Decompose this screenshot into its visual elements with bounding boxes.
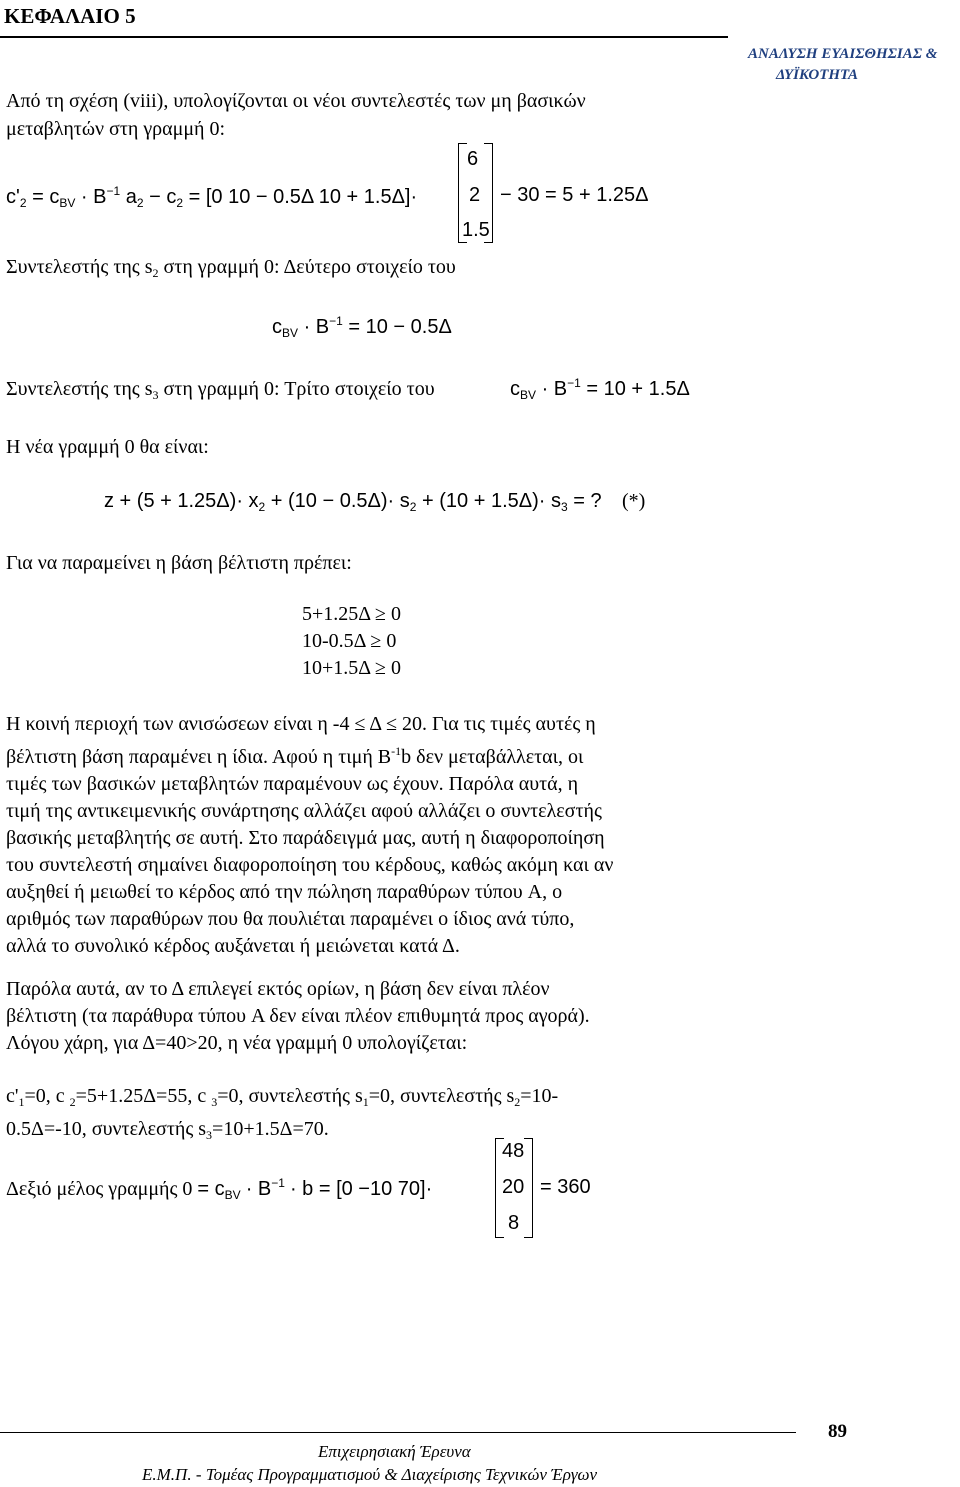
newrow-p4: = ? (573, 490, 602, 512)
optimal-ineq1: 5+1.25Δ ≥ 0 (302, 603, 402, 625)
s3-formula-sub: BV (520, 388, 537, 402)
para1-line5: βασικής μεταβλητής σε αυτή. Στο παράδειγμά μας, αυτή η διαφοροποίηση (6, 827, 605, 849)
s3-text-sub: 3 (152, 388, 159, 402)
para3-l1s1: 1 (18, 1095, 25, 1109)
newrow-p3-sub: 3 (561, 500, 568, 514)
s3-formula-b: · B (541, 378, 568, 400)
footer-title: Επιχειρησιακή Έρευνα (318, 1442, 471, 1461)
para3-l1a: c' (6, 1085, 19, 1107)
page-number: 89 (828, 1421, 847, 1442)
rhs-col-bot: 8 (508, 1212, 520, 1234)
para1-line2-b: b δεν μεταβάλλεται, οι (401, 746, 584, 768)
rhs-col-top: 48 (502, 1140, 525, 1162)
para1-line2-sup: -1 (391, 744, 402, 758)
side-title-line1: ΑΝΑΛΥΣΗ ΕΥΑΙΣΘΗΣΙΑΣ & (748, 46, 938, 62)
para1-line8: αριθμός των παραθύρων που θα πουλιέται παραμένει ο ίδιος ανά τύπο, (6, 908, 575, 930)
para3-line1 (6, 1083, 718, 1116)
para3-l1b: =0, c (24, 1085, 70, 1107)
para3-l1c: =5+1.25Δ=55, c (75, 1085, 212, 1107)
rhs-label: Δεξιό μέλος γραμμής 0 (6, 1178, 193, 1200)
newrow-p2-sub: 2 (409, 500, 417, 514)
para1-line2 (6, 738, 718, 771)
para3-l1s3: 3 (211, 1095, 218, 1109)
rhs-sub: BV (224, 1188, 241, 1202)
para1-line6: του συντελεστή σημαίνει διαφοροποίηση του κέρδους, καθώς ακόμη και αν (6, 854, 614, 876)
para2-line1: Παρόλα αυτά, αν το Δ επιλεγεί εκτός ορίων, η βάση δεν είναι πλέον (6, 978, 550, 1000)
para1-line7: αυξηθεί ή μειωθεί το κέρδος από την πώληση παραθύρων τύπου A, ο (6, 881, 563, 903)
s3-formula-sup: −1 (567, 376, 581, 390)
s2-formula-c: c (272, 316, 282, 338)
eq1-b-sup: −1 (106, 184, 121, 198)
eq1-lhs: c' (6, 186, 20, 208)
para1-line3: τιμές των βασικών μεταβλητών παραμένουν ως έχουν. Παρόλα αυτά, η (6, 773, 579, 795)
optimal-label: Για να παραμείνει η βάση βέλτιστη πρέπει: (6, 552, 352, 574)
eq1-a: a (125, 186, 137, 208)
eq1-a-sub: 2 (136, 196, 144, 210)
eq1-b: · B (80, 186, 107, 208)
s2-text-b: στη γραμμή 0: Δεύτερο στοιχείο του (158, 256, 456, 278)
para1-line2-a: βέλτιστη βάση παραμένει η ίδια. Αφού η τιμή B (6, 746, 392, 768)
para3-l1f: =10- (520, 1085, 559, 1107)
rhs-result: = 360 (540, 1176, 591, 1198)
rhs-equation (6, 1176, 432, 1202)
para1-line9: αλλά το συνολικό κέρδος αυξάνεται ή μειώνεται κατά Δ. (6, 935, 460, 957)
s3-text (6, 378, 435, 403)
para2-line3: Λόγου χάρη, για Δ=40>20, η νέα γραμμή 0 υπολογίζεται: (6, 1032, 468, 1054)
footer-subtitle: Ε.Μ.Π. - Τομέας Προγραμματισμού & Διαχείρισης Τεχνικών Έργων (142, 1465, 598, 1484)
newrow-p1-sub: 2 (258, 500, 266, 514)
eq1-cbv-sub: BV (59, 196, 76, 210)
side-title-line2: ΔΥΪΚΟΤΗΤΑ (776, 67, 859, 83)
newrow-p1: z + (5 + 1.25Δ)· x (104, 490, 259, 512)
optimal-ineq2: 10-0.5Δ ≥ 0 (302, 630, 397, 652)
s2-formula-sub: BV (282, 326, 299, 340)
s3-formula-c: c (510, 378, 520, 400)
eq1-formula (6, 184, 417, 210)
para3-l1s5: 2 (514, 1095, 521, 1109)
para3-l2a: 0.5Δ=-10, συντελεστής s (6, 1118, 207, 1140)
newrow-p2: + (10 − 0.5Δ)· s (270, 490, 410, 512)
rhs-sup: −1 (271, 1176, 285, 1190)
eq1-col-mid: 2 (469, 184, 481, 206)
s2-formula-rest: = 10 − 0.5Δ (348, 316, 452, 338)
intro-line2: μεταβλητών στη γραμμή 0: (6, 118, 226, 140)
para3-line2 (6, 1116, 718, 1149)
eq1-col-bot: 1.5 (462, 219, 490, 241)
s2-formula-sup: −1 (329, 314, 343, 328)
s2-formula (272, 314, 452, 340)
s3-formula (510, 376, 690, 402)
para1-line4: τιμή της αντικειμενικής συνάρτησης αλλάζει αφού αλλάζει ο συντελεστής (6, 800, 602, 822)
eq1-row: = [0 10 − 0.5Δ 10 + 1.5Δ]· (188, 186, 418, 208)
para3-l1s4: 1 (362, 1095, 369, 1109)
s3-text-a: Συντελεστής της s (6, 378, 153, 400)
s2-text-sub: 2 (152, 266, 159, 280)
rhs-b: · B (245, 1178, 272, 1200)
intro-line1: Από τη σχέση (viii), υπολογίζονται οι νέοι συντελεστές των μη βασικών (6, 90, 586, 112)
newrow-star: (*) (622, 490, 646, 512)
para3-l1e: =0, συντελεστής s (368, 1085, 515, 1107)
eq1-tail: − 30 = 5 + 1.25Δ (500, 184, 649, 206)
para2-line2: βέλτιστη (τα παράθυρα τύπου A δεν είναι πλέον επιθυμητά προς αγορά). (6, 1005, 590, 1027)
rhs-eq: = c (197, 1178, 225, 1200)
para3-l1s2: 2 (69, 1095, 76, 1109)
para3-l2s: 3 (206, 1128, 213, 1142)
header-rule (0, 36, 728, 38)
rhs-col-mid: 20 (502, 1176, 525, 1198)
para1-line1: Η κοινή περιοχή των ανισώσεων είναι η -4 ≤ Δ ≤ 20. Για τις τιμές αυτές η (6, 713, 596, 735)
paragraph-2 (6, 976, 718, 1057)
s3-formula-rest: = 10 + 1.5Δ (586, 378, 690, 400)
s3-text-b: στη γραμμή 0: Τρίτο στοιχείο του (158, 378, 435, 400)
footer-rule (0, 1432, 796, 1433)
optimal-ineq3: 10+1.5Δ ≥ 0 (302, 657, 402, 679)
newrow-formula (104, 490, 602, 514)
eq1-col-top: 6 (467, 148, 479, 170)
chapter-title: ΚΕΦΑΛΑΙΟ 5 (4, 4, 136, 28)
para3-l2b: =10+1.5Δ=70. (212, 1118, 329, 1140)
s2-formula-b: · B (303, 316, 330, 338)
rhs-rest: · b = [0 −10 70]· (289, 1178, 433, 1200)
eq1-eq: = c (32, 186, 60, 208)
s2-text (6, 256, 456, 281)
paragraph-3 (6, 1083, 718, 1149)
newrow-label: Η νέα γραμμή 0 θα είναι: (6, 436, 209, 458)
para3-l1d: =0, συντελεστής s (217, 1085, 363, 1107)
s2-text-a: Συντελεστής της s (6, 256, 153, 278)
newrow-p3: + (10 + 1.5Δ)· s (422, 490, 561, 512)
eq1-minus-c: − c (149, 186, 177, 208)
eq1-lhs-sub: 2 (19, 196, 27, 210)
rhs-col-right-bracket (524, 1138, 533, 1238)
paragraph-1 (6, 711, 718, 960)
eq1-c-sub: 2 (176, 196, 184, 210)
